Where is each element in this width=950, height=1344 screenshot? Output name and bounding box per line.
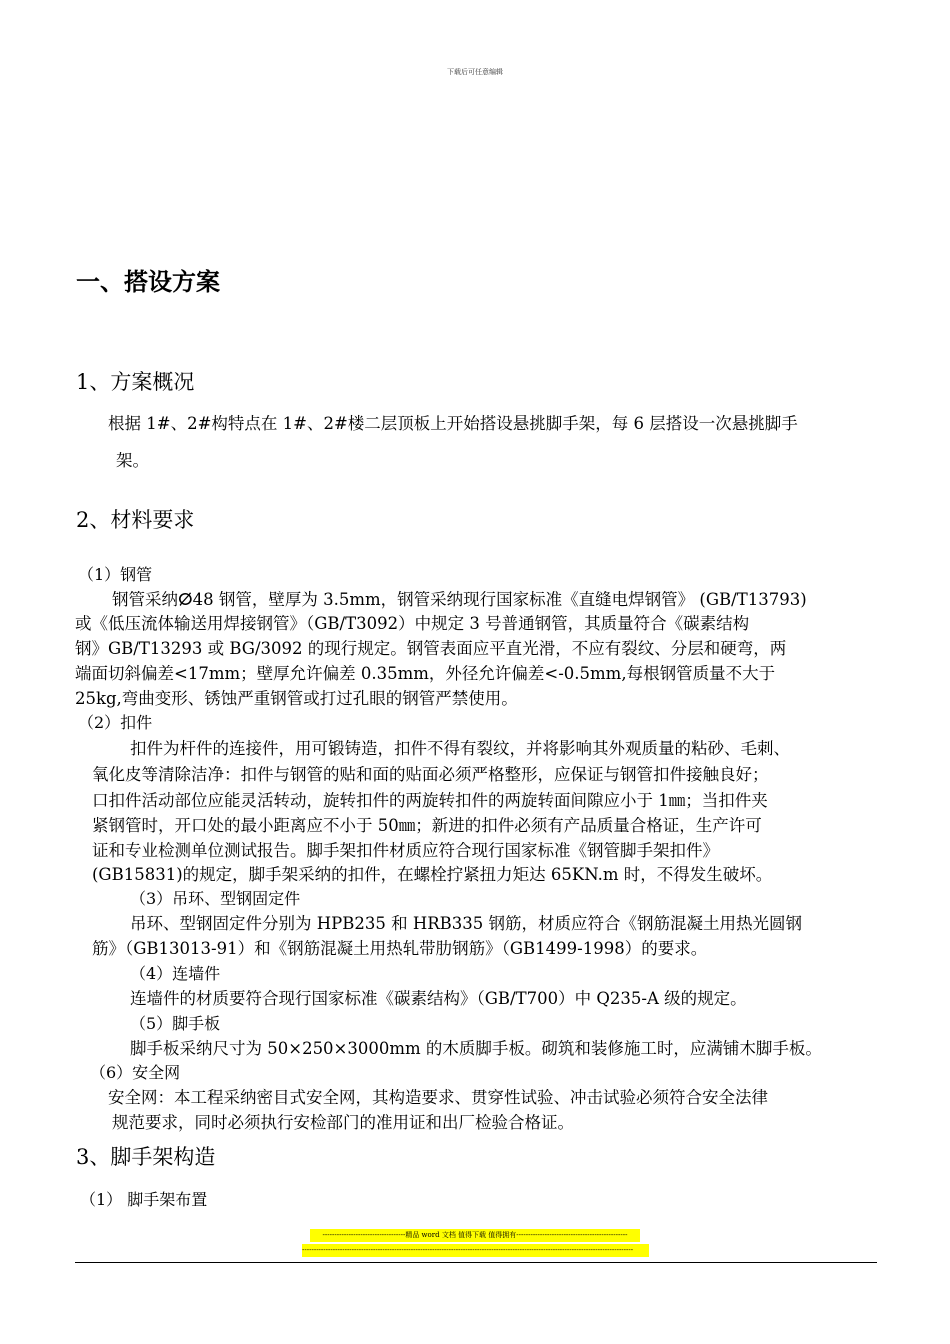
section3-title: 3、脚手架构造 [76,1145,216,1169]
footer-rule [75,1262,877,1263]
fastener-line-4: 紧钢管时，开口处的最小距离应不小于 50㎜；新进的扣件必须有产品质量合格证，生产许可 [92,816,762,835]
section3-sub1: （1） 脚手架布置 [80,1190,208,1209]
steel-line-3: 钢》GB/T13293 或 BG/3092 的现行规定。钢管表面应平直光滑，不应有裂纹、分层和硬弯，两 [75,639,787,658]
ring-title: （3）吊环、型钢固定件 [130,889,301,908]
fastener-line-5: 证和专业检测单位测试报告。脚手架扣件材质应符合现行国家标准《钢管脚手架扣件》 [92,841,719,860]
steel-line-5: 25kg,弯曲变形、锈蚀严重钢管或打过孔眼的钢管严禁使用。 [75,689,518,708]
steel-line-1: 钢管采纳ⵁ48 钢管，壁厚为 3.5mm，钢管采纳现行国家标准《直缝电焊钢管》 (GB/T13793) [112,590,807,609]
footer-banner-1: -----------------------------------精品 word 文档 值得下载 值得拥有----------------------------------------------- [310,1229,640,1242]
footer-banner-2: -------------------------------------------------------------------------------------------------------------------------------------------- [302,1244,649,1257]
heading-main: 一、搭设方案 [76,268,220,296]
board-title: （5）脚手板 [130,1014,221,1033]
board-line-1: 脚手板采纳尺寸为 50×250×3000mm 的木质脚手板。砌筑和装修施工时，应满铺木脚手板。 [130,1039,822,1058]
fastener-title: （2）扣件 [78,713,153,732]
header-note: 下载后可任意编辑 [447,68,503,76]
fastener-line-3: 口扣件活动部位应能灵活转动，旋转扣件的两旋转扣件的两旋转面间隙应小于 1㎜；当扣件夹 [92,791,768,810]
steel-title: （1）钢管 [78,565,153,584]
section1-title: 1、方案概况 [76,370,195,394]
section1-line-1: 根据 1#、2#构特点在 1#、2#楼二层顶板上开始搭设悬挑脚手架，每 6 层搭设一次悬挑脚手 [108,414,798,433]
net-title: （6）安全网 [90,1063,181,1082]
wall-line-1: 连墙件的材质要符合现行国家标准《碳素结构》（GB/T700）中 Q235-A 级的规定。 [130,989,747,1008]
ring-line-1: 吊环、型钢固定件分别为 HPB235 和 HRB335 钢筋，材质应符合《钢筋混凝土用热光圆钢 [130,914,803,933]
net-line-1: 安全网：本工程采纳密目式安全网，其构造要求、贯穿性试验、冲击试验必须符合安全法律 [108,1088,768,1107]
ring-line-2: 筋》（GB13013-91）和《钢筋混凝土用热轧带肋钢筋》（GB1499-1998）的要求。 [92,939,708,958]
fastener-line-2: 氧化皮等清除洁净：扣件与钢管的贴和面的贴面必须严格整形，应保证与钢管扣件接触良好； [92,765,769,784]
steel-line-4: 端面切斜偏差<17mm；壁厚允许偏差 0.35mm，外径允许偏差<-0.5mm,每根钢管质量不大于 [75,664,776,683]
section2-title: 2、材料要求 [76,508,195,532]
fastener-line-1: 扣件为杆件的连接件，用可锻铸造，扣件不得有裂纹，并将影响其外观质量的粘砂、毛刺、 [130,739,790,758]
section1-line-2: 架。 [116,451,149,470]
steel-line-2: 或《低压流体输送用焊接钢管》（GB/T3092）中规定 3 号普通钢管，其质量符合《碳素结构 [75,614,750,633]
fastener-line-6: (GB15831)的规定，脚手架采纳的扣件，在螺栓拧紧扭力矩达 65KN.m 时，不得发生破坏。 [92,865,773,884]
wall-title: （4）连墙件 [130,964,221,983]
net-line-2: 规范要求，同时必须执行安检部门的准用证和出厂检验合格证。 [112,1113,574,1132]
